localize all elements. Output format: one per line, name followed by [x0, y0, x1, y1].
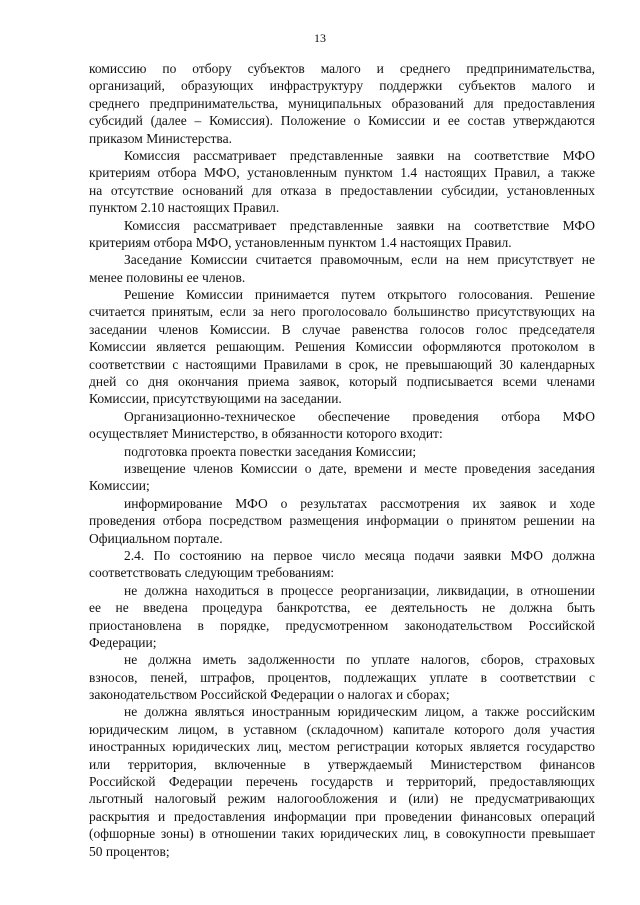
text-line: Комиссии;	[89, 478, 150, 494]
text-line: льготный налоговый режим налогообложения и (или) не предусматривающих	[89, 791, 595, 807]
text-line: Комиссия рассматривает представленные заявки на соответствие МФО	[124, 217, 595, 233]
text-line: раскрытия и предоставления информации при проведении финансовых операций	[89, 808, 595, 824]
text-line: или территория, включенные в утверждаемый Министерством финансов	[89, 756, 595, 772]
text-line: не должна находиться в процессе реорганизации, ликвидации, в отношении	[124, 582, 595, 598]
text-line: менее половины ее членов.	[89, 269, 246, 285]
text-line: Решение Комиссии принимается путем открытого голосования. Решение	[124, 287, 595, 303]
text-line: приказом Министерства.	[89, 130, 232, 146]
text-line: не должна являться иностранным юридическим лицом, а также российским	[124, 704, 595, 720]
page-number: 13	[314, 31, 326, 45]
text-line: законодательством Российской Федерации о налогах и сборах;	[89, 687, 450, 703]
text-line: юридическим лицом, в уставном (складочном) капитале которого доля участия	[89, 721, 595, 737]
text-line: проведения отбора посредством размещения информации о принятом решении на	[89, 513, 595, 529]
text-line: соответствовать следующим требованиям:	[89, 565, 335, 581]
text-line: пунктом 2.10 настоящих Правил.	[89, 200, 280, 216]
text-line: Заседание Комиссии считается правомочным, если на нем присутствует не	[124, 252, 595, 268]
text-line: считается принятым, если за него проголосовало большинство присутствующих на	[89, 304, 595, 320]
text-line: Комиссии является решающим. Решения Комиссии оформляются протоколом в	[89, 339, 595, 355]
text-line: соответствии с настоящими Правилами в срок, не превышающий 30 календарных	[89, 356, 595, 372]
text-line: ее не введена процедура банкротства, ее деятельность не должна быть	[89, 600, 595, 616]
text-line: критериям отбора МФО, установленным пунктом 1.4 настоящих Правил, а также	[89, 165, 595, 181]
text-line: субсидий (далее – Комиссия). Положение о Комиссии и ее состав утверждаются	[89, 113, 595, 129]
text-line: критериям отбора МФО, установленным пунктом 1.4 настоящих Правил.	[89, 234, 512, 250]
text-line: осуществляет Министерство, в обязанности которого входит:	[89, 426, 443, 442]
document-body	[89, 60, 595, 860]
text-line: взносов, пеней, штрафов, процентов, подлежащих уплате в соответствии с	[89, 669, 595, 685]
text-line: среднего предпринимательства, муниципальных образований для предоставления	[89, 95, 595, 111]
text-line: Официальном портале.	[89, 530, 223, 546]
text-line: приостановлена в порядке, предусмотренном законодательством Российской	[89, 617, 595, 633]
text-line: на отсутствие оснований для отказа в предоставлении субсидии, установленных	[89, 182, 595, 198]
text-line: информирование МФО о результатах рассмотрения их заявок и ходе	[124, 495, 595, 511]
text-line: 2.4. По состоянию на первое число месяца подачи заявки МФО должна	[124, 547, 595, 563]
text-line: иностранных юридических лиц, местом регистрации которых является государство	[89, 739, 595, 755]
text-line: Комиссия рассматривает представленные заявки на соответствие МФО	[124, 147, 595, 163]
text-line: Федерации;	[89, 634, 157, 650]
text-line: 50 процентов;	[89, 843, 170, 859]
text-line: не должна иметь задолженности по уплате налогов, сборов, страховых	[124, 652, 595, 668]
text-line: Комиссии, присутствующими на заседании.	[89, 391, 342, 407]
text-line: дней со дня окончания приема заявок, который подписывается всеми членами	[89, 374, 595, 390]
text-line: Организационно-техническое обеспечение проведения отбора МФО	[124, 408, 595, 424]
text-line: подготовка проекта повестки заседания Комиссии;	[124, 443, 417, 459]
text-line: комиссию по отбору субъектов малого и среднего предпринимательства,	[89, 61, 595, 76]
text-line: заседании членов Комиссии. В случае равенства голосов голос председателя	[89, 321, 595, 337]
text-line: организаций, образующих инфраструктуру поддержки субъектов малого и	[89, 78, 595, 94]
text-line: Российской Федерации перечень государств и территорий, предоставляющих	[89, 774, 595, 790]
text-line: (офшорные зоны) в отношении таких юридических лиц, в совокупности превышает	[89, 826, 595, 842]
text-line: извещение членов Комиссии о дате, времени и месте проведения заседания	[124, 460, 595, 476]
